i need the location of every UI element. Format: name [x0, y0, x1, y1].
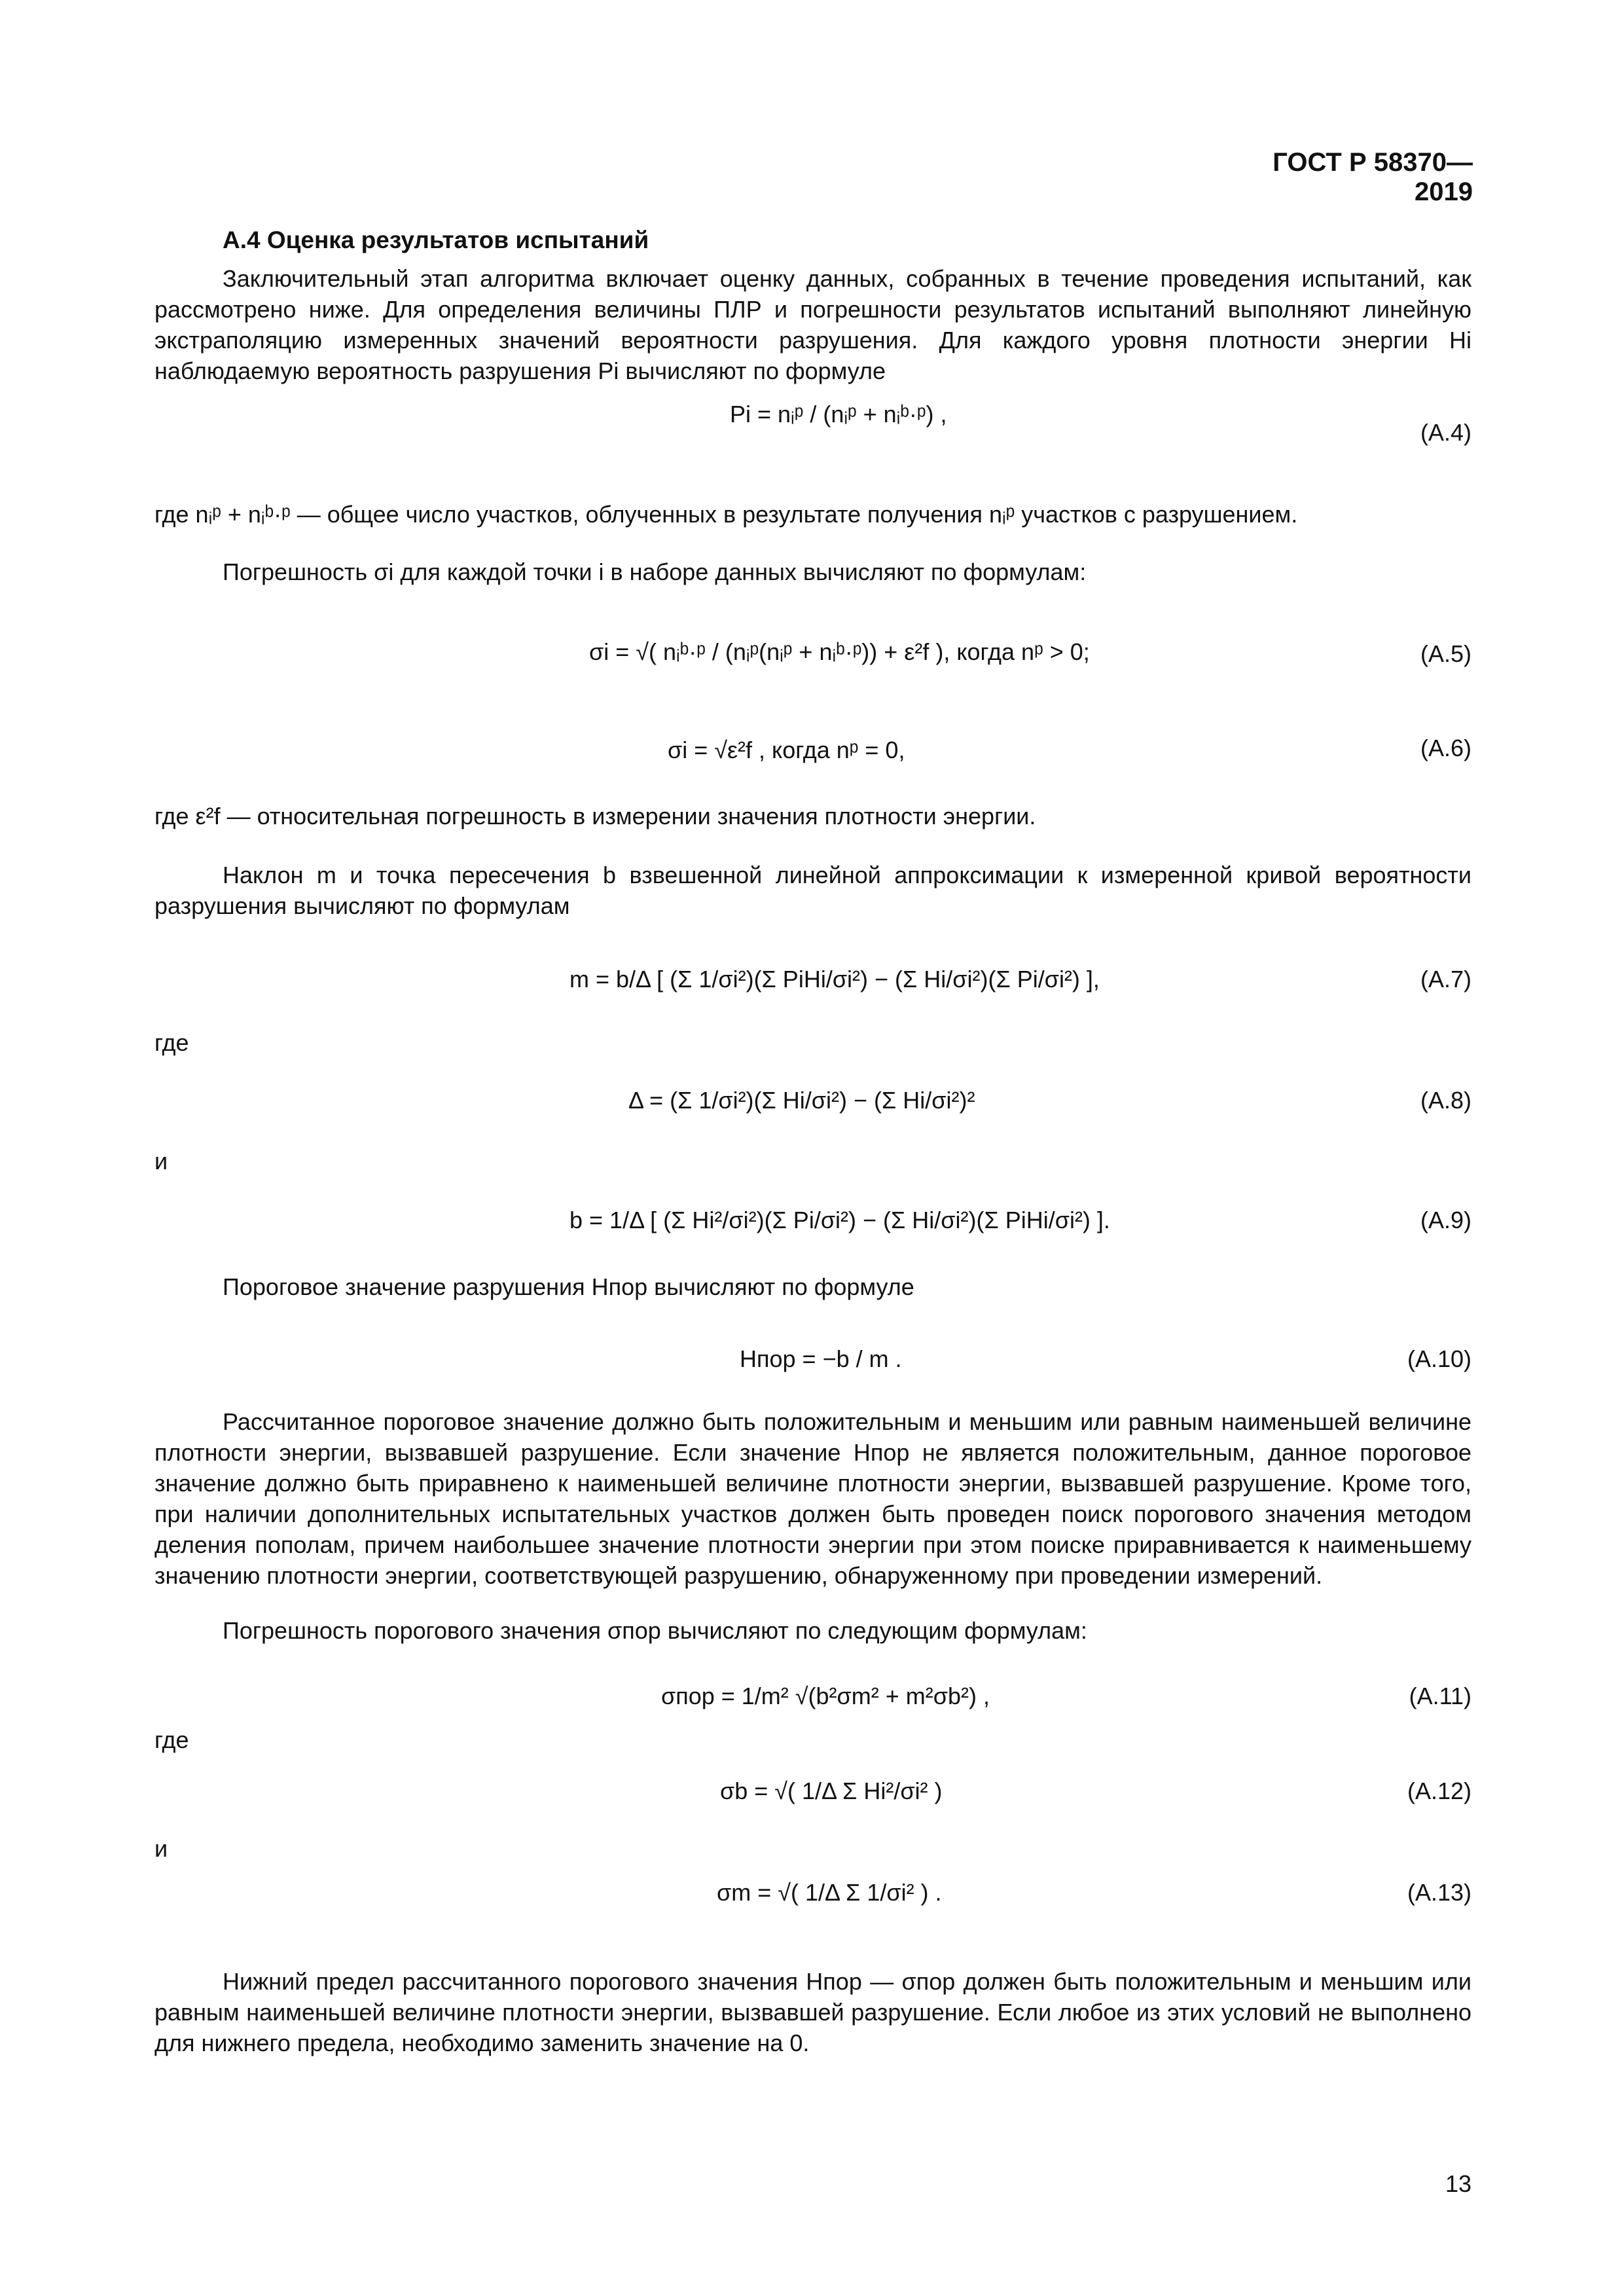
page-number: 13 [1445, 2170, 1471, 2197]
equation-label: (А.8) [1420, 1087, 1471, 1114]
equation-label: (А.13) [1407, 1879, 1471, 1906]
where-line: где nᵢᵖ + nᵢᵇ·ᵖ — общее число участков, облученных в результате получения nᵢᵖ участков с разрушением. [154, 501, 1298, 528]
equation-label: (А.12) [1407, 1777, 1471, 1804]
paragraph-lower-limit [154, 1966, 1471, 2058]
paragraph-text: Заключительный этап алгоритма включает оценку данных, собранных в течение проведения испытаний, как рассмотрено ниже. Для определения величины ПЛР и погрешности результатов испытаний выполняют линейную экстраполяцию измеренных значений вероятности разрушения. Для каждого уровня плотности энергии Hi наблюдаемую вероятность разрушения Pi вычисляют по формуле [154, 265, 1471, 384]
paragraph-text: Погрешность порогового значения σпор вычисляют по следующим формулам: [223, 1617, 1087, 1644]
equation-label: (А.10) [1407, 1345, 1471, 1372]
paragraph-threshold [154, 1406, 1471, 1591]
paragraph-text: Рассчитанное пороговое значение должно быть положительным и меньшим или равным наименьшей величине плотности энергии, вызвавшей разрушение. Если значение Hпор не является положительным, данное пороговое значение должно быть приравнено к наименьшей величине плотности энергии, вызвавшей разрушение. Кроме того, при наличии дополнительных испытательных участков должен быть проведен поиск порогового значения методом деления пополам, причем наибольшее значение плотности энергии при этом поиске приравнивается к наименьшему значению плотности энергии, соответствующей разрушению, обнаруженному при проведении измерений. [154, 1408, 1471, 1589]
paragraph-text: Погрешность σi для каждой точки i в наборе данных вычисляют по формулам: [223, 558, 1087, 585]
section-title: А.4 Оценка результатов испытаний [223, 227, 649, 253]
paragraph-text: Нижний предел рассчитанного порогового значения Hпор — σпор должен быть положительным и меньшим или равным наименьшей величине плотности энергии, вызвавшей разрушение. Если любое из этих условий не выполнено для нижнего предела, необходимо заменить значение на 0. [154, 1968, 1471, 2056]
where-line: где ε²f — относительная погрешность в измерении значения плотности энергии. [154, 803, 1036, 829]
equation-a9: b = 1/Δ [ (Σ Hi²/σi²)(Σ Pi/σi²) − (Σ Hi/σi²)(Σ PiHi/σi²) ]. [569, 1207, 1110, 1233]
equation-a6: σi = √ε²f , когда nᵖ = 0, [668, 737, 905, 763]
document-id: ГОСТ Р 58370—2019 [1272, 148, 1473, 206]
paragraph-slope [154, 860, 1471, 921]
equation-a13: σm = √( 1/Δ Σ 1/σi² ) . [717, 1879, 942, 1906]
equation-a4: Pi = nᵢᵖ / (nᵢᵖ + nᵢᵇ·ᵖ) , [730, 401, 947, 428]
equation-a10: Hпор = −b / m . [740, 1345, 902, 1372]
paragraph-text: Наклон m и точка пересечения b взвешенной линейной аппроксимации к измеренной кривой вероятности разрушения вычисляют по формулам [154, 862, 1471, 919]
equation-label: (А.5) [1420, 640, 1471, 667]
connector-and: и [154, 1835, 168, 1862]
connector-where: где [154, 1029, 189, 1056]
equation-a11: σпор = 1/m² √(b²σm² + m²σb²) , [661, 1683, 990, 1709]
connector-and: и [154, 1148, 168, 1175]
equation-a7: m = b/Δ [ (Σ 1/σi²)(Σ PiHi/σi²) − (Σ Hi/σi²)(Σ Pi/σi²) ], [569, 966, 1100, 993]
paragraph-intro [154, 263, 1471, 386]
equation-label: (А.9) [1420, 1207, 1471, 1233]
paragraph-text: Пороговое значение разрушения Hпор вычисляют по формуле [223, 1273, 914, 1300]
equation-a8: Δ = (Σ 1/σi²)(Σ Hi/σi²) − (Σ Hi/σi²)² [628, 1087, 975, 1114]
equation-a12: σb = √( 1/Δ Σ Hi²/σi² ) [720, 1777, 943, 1804]
equation-label: (А.6) [1420, 735, 1471, 761]
equation-a5: σi = √( nᵢᵇ·ᵖ / (nᵢᵖ(nᵢᵖ + nᵢᵇ·ᵖ)) + ε²f ), когда nᵖ > 0; [589, 638, 1090, 665]
connector-where: где [154, 1726, 189, 1753]
equation-label: (А.7) [1420, 966, 1471, 993]
equation-label: (А.4) [1420, 419, 1471, 446]
equation-label: (А.11) [1409, 1683, 1471, 1709]
